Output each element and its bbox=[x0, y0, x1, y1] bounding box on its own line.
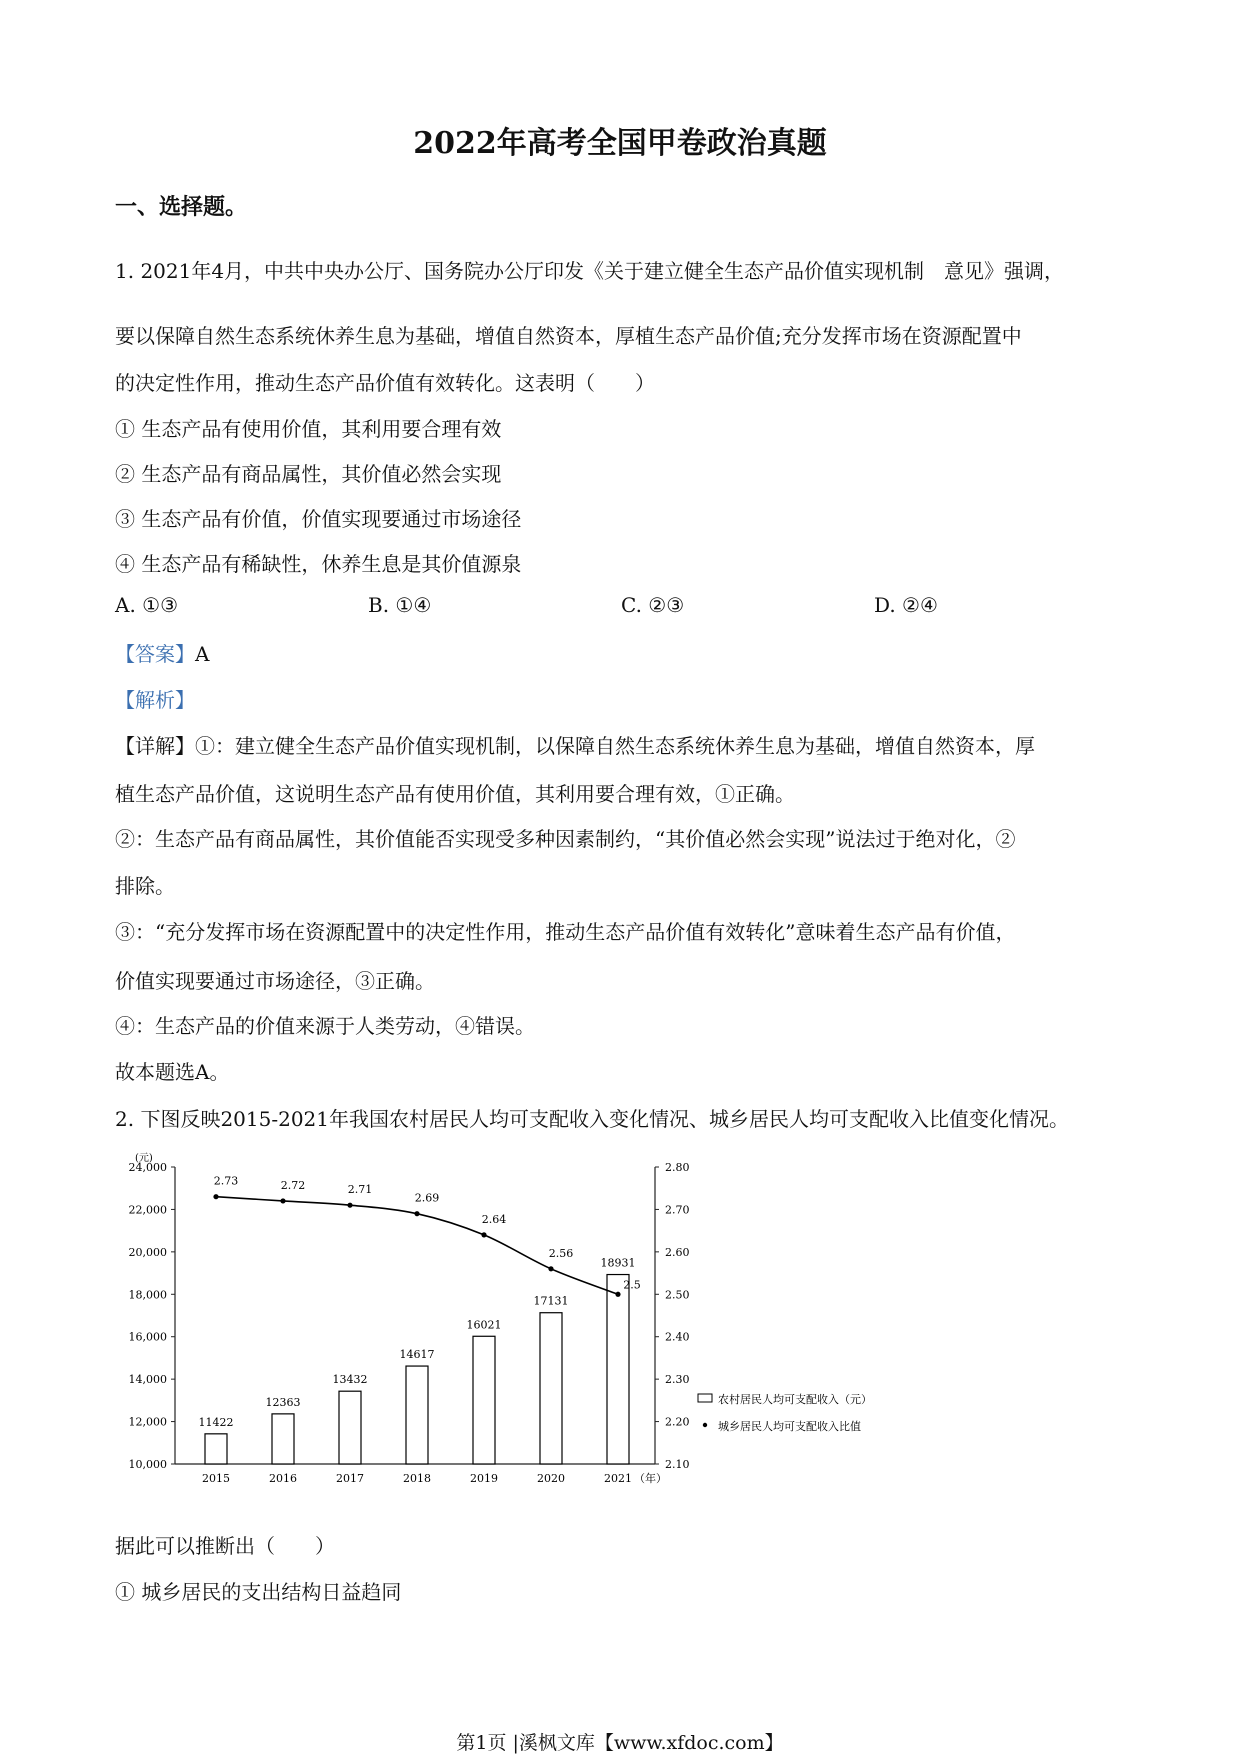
q2-item-1: ① 城乡居民的支出结构日益趋同 bbox=[115, 1580, 402, 1604]
left-tick-label: 18,000 bbox=[128, 1288, 167, 1302]
q1-stem-line2: 要以保障自然生态系统休养生息为基础，增值自然资本，厚植生态产品价值;充分发挥市场在资源配置中 bbox=[115, 324, 1022, 348]
q1-detail-line7: ④：生态产品的价值来源于人类劳动，④错误。 bbox=[115, 1014, 535, 1038]
q1-detail-line1: 【详解】①：建立健全生态产品价值实现机制，以保障自然生态系统休养生息为基础，增值自然资本，厚 bbox=[115, 734, 1035, 758]
x-tick-label: 2021 bbox=[604, 1472, 632, 1485]
ratio-point bbox=[213, 1194, 218, 1199]
ratio-point bbox=[347, 1203, 352, 1208]
q1-option-d: D. ②④ bbox=[874, 593, 938, 617]
q1-option-c: C. ②③ bbox=[621, 593, 685, 617]
analysis-tag: 【解析】 bbox=[115, 688, 195, 712]
q2-prompt: 据此可以推断出（ ） bbox=[115, 1534, 335, 1558]
q1-stem-line3: 的决定性作用，推动生态产品价值有效转化。这表明（ ） bbox=[115, 371, 655, 395]
right-tick-label: 2.40 bbox=[665, 1330, 690, 1344]
q1-detail-line4: 排除。 bbox=[115, 874, 175, 898]
q1-detail-line2: 植生态产品价值，这说明生态产品有使用价值，其利用要合理有效，①正确。 bbox=[115, 782, 795, 806]
x-tick-label: 2017 bbox=[336, 1472, 364, 1485]
right-tick-label: 2.30 bbox=[665, 1373, 690, 1387]
answer-value: A bbox=[195, 642, 210, 666]
legend-bar-swatch bbox=[698, 1394, 712, 1402]
left-tick-label: 24,000 bbox=[128, 1161, 167, 1174]
right-tick-label: 2.70 bbox=[665, 1203, 690, 1217]
legend-bar-label: 农村居民人均可支配收入（元） bbox=[718, 1393, 872, 1406]
right-tick-label: 2.80 bbox=[665, 1161, 690, 1174]
legend-line-swatch bbox=[703, 1423, 707, 1427]
left-tick-label: 14,000 bbox=[128, 1373, 167, 1387]
income-bar bbox=[406, 1366, 428, 1464]
bar-value-label: 13432 bbox=[332, 1373, 368, 1387]
income-bar bbox=[473, 1336, 495, 1464]
ratio-point bbox=[615, 1292, 620, 1297]
x-tick-label: 2019 bbox=[470, 1472, 498, 1485]
q1-item-1: ① 生态产品有使用价值，其利用要合理有效 bbox=[115, 417, 502, 441]
left-tick-label: 10,000 bbox=[128, 1458, 167, 1471]
left-tick-label: 22,000 bbox=[128, 1203, 167, 1217]
answer-tag: 【答案】 bbox=[115, 642, 195, 666]
right-tick-label: 2.10 bbox=[665, 1458, 690, 1471]
bar-value-label: 11422 bbox=[198, 1415, 234, 1429]
bar-value-label: 18931 bbox=[600, 1256, 636, 1270]
q1-option-b: B. ①④ bbox=[368, 593, 432, 617]
x-tick-label: 2016 bbox=[269, 1472, 297, 1485]
ratio-point bbox=[548, 1266, 553, 1271]
ratio-point bbox=[481, 1232, 486, 1237]
q1-item-4: ④ 生态产品有稀缺性，休养生息是其价值源泉 bbox=[115, 552, 522, 576]
ratio-value-label: 2.64 bbox=[481, 1212, 507, 1226]
right-tick-label: 2.60 bbox=[665, 1245, 690, 1259]
income-bar bbox=[540, 1313, 562, 1464]
q1-stem-line1: 1. 2021年4月，中共中央办公厅、国务院办公厅印发《关于建立健全生态产品价值实现机制 意见》强调， bbox=[115, 259, 1065, 283]
q1-detail-line6: 价值实现要通过市场途径，③正确。 bbox=[115, 969, 435, 993]
q1-option-a: A. ①③ bbox=[115, 593, 179, 617]
bar-value-label: 16021 bbox=[466, 1318, 502, 1332]
income-bar bbox=[339, 1391, 361, 1464]
ratio-value-label: 2.5 bbox=[623, 1278, 641, 1292]
ratio-point bbox=[414, 1211, 419, 1216]
ratio-value-label: 2.71 bbox=[347, 1183, 373, 1197]
left-axis-unit: (元) bbox=[135, 1153, 153, 1164]
income-bar bbox=[272, 1414, 294, 1464]
q1-detail-line5: ③：“充分发挥市场在资源配置中的决定性作用，推动生态产品价值有效转化”意味着生态产品有价值， bbox=[115, 920, 1016, 944]
left-tick-label: 12,000 bbox=[128, 1415, 167, 1429]
bar-value-label: 12363 bbox=[265, 1395, 301, 1409]
q1-detail-line8: 故本题选A。 bbox=[115, 1060, 230, 1084]
x-tick-label: 2015 bbox=[202, 1472, 230, 1485]
x-tick-label: 2018 bbox=[403, 1472, 431, 1485]
ratio-value-label: 2.69 bbox=[414, 1191, 440, 1205]
legend-line-label: 城乡居民人均可支配收入比值 bbox=[718, 1420, 861, 1433]
x-tick-label: 2020 bbox=[537, 1472, 565, 1485]
q1-detail-line3: ②：生态产品有商品属性，其价值能否实现受多种因素制约，“其价值必然会实现”说法过于绝对化，② bbox=[115, 827, 1016, 851]
q2-stem: 2. 下图反映2015-2021年我国农村居民人均可支配收入变化情况、城乡居民人均可支配收入比值变化情况。 bbox=[115, 1107, 1069, 1131]
q1-item-2: ② 生态产品有商品属性，其价值必然会实现 bbox=[115, 462, 502, 486]
bar-value-label: 17131 bbox=[533, 1294, 569, 1308]
q1-item-3: ③ 生态产品有价值，价值实现要通过市场途径 bbox=[115, 507, 522, 531]
x-axis-unit: （年） bbox=[634, 1472, 667, 1485]
page-title: 2022年高考全国甲卷政治真题 bbox=[413, 126, 827, 161]
right-tick-label: 2.50 bbox=[665, 1288, 690, 1302]
page-footer: 第1页 |溪枫文库【www.xfdoc.com】 bbox=[456, 1732, 784, 1754]
income-bar bbox=[205, 1434, 227, 1464]
bar-value-label: 14617 bbox=[399, 1348, 435, 1362]
right-tick-label: 2.20 bbox=[665, 1415, 690, 1429]
left-tick-label: 16,000 bbox=[128, 1330, 167, 1344]
ratio-value-label: 2.73 bbox=[213, 1174, 239, 1188]
section-heading: 一、选择题。 bbox=[115, 194, 248, 220]
ratio-value-label: 2.56 bbox=[548, 1246, 574, 1260]
left-tick-label: 20,000 bbox=[128, 1245, 167, 1259]
ratio-point bbox=[280, 1198, 285, 1203]
income-bar bbox=[607, 1275, 629, 1464]
ratio-value-label: 2.72 bbox=[280, 1178, 306, 1192]
